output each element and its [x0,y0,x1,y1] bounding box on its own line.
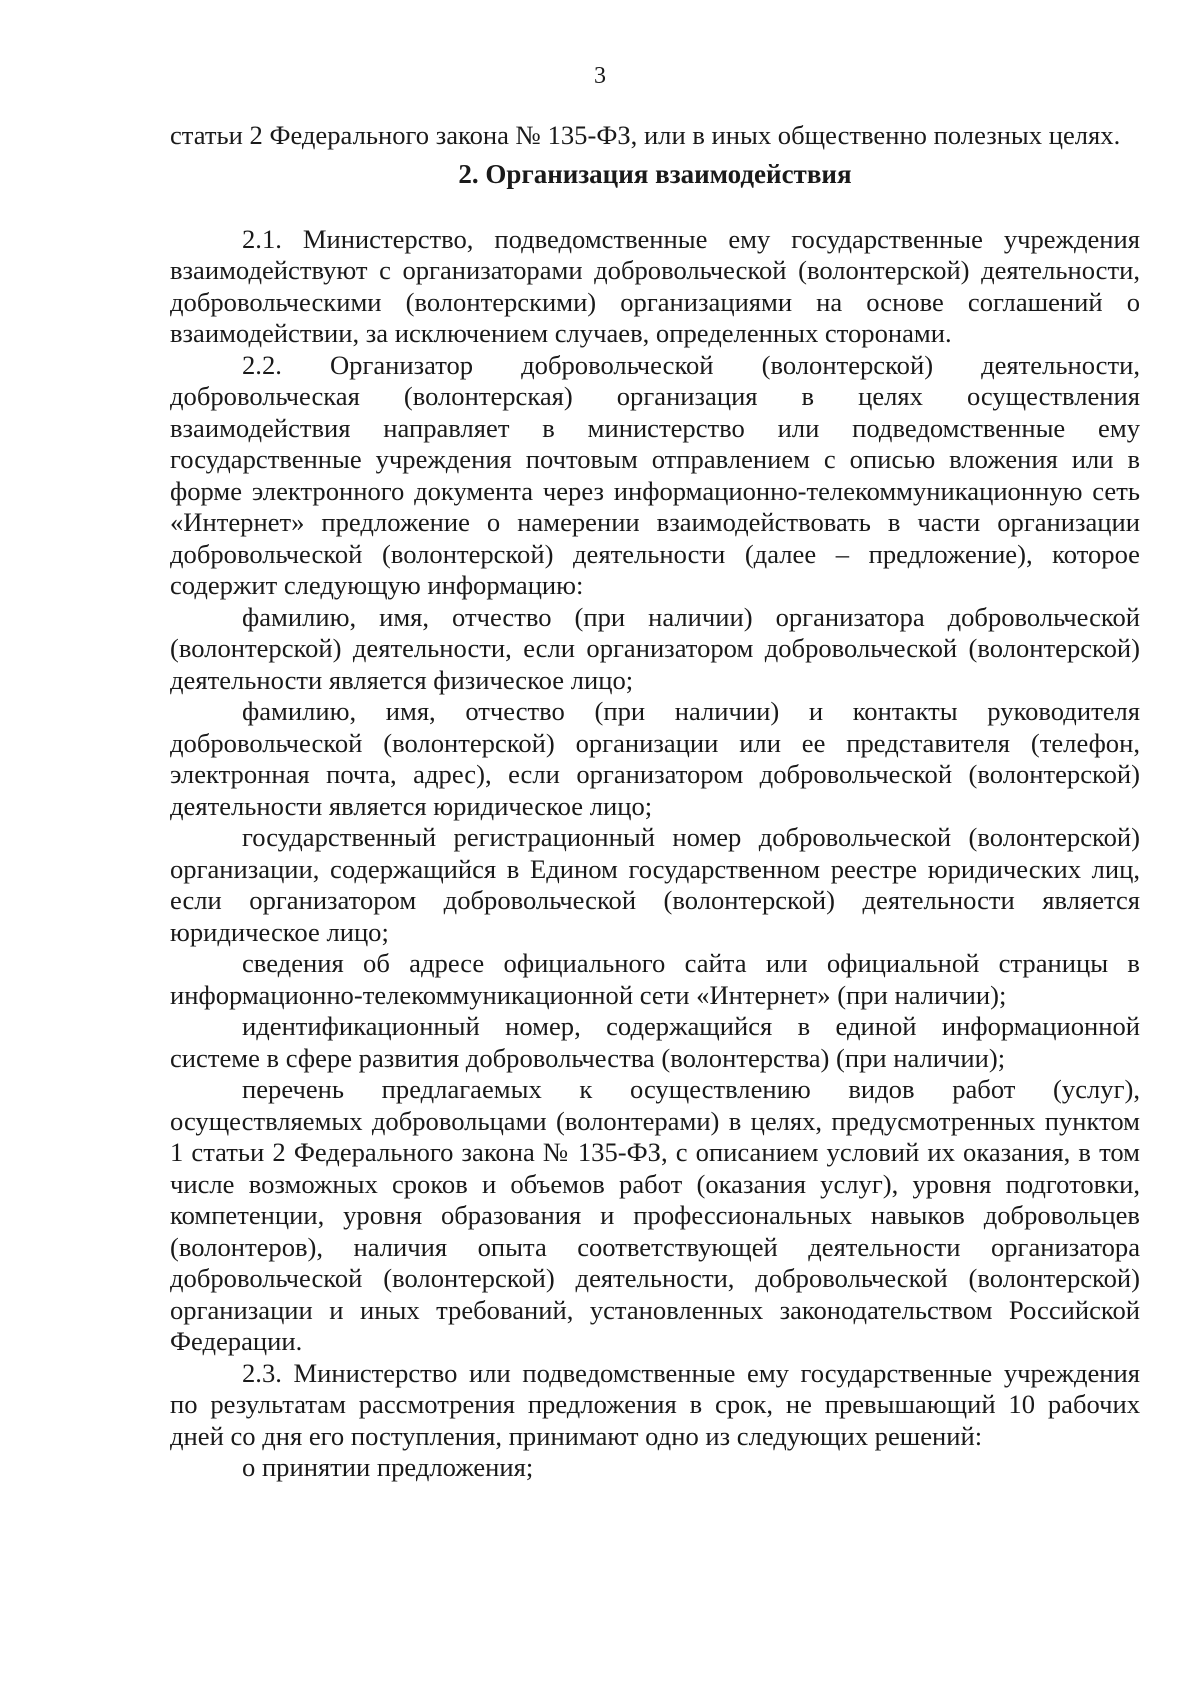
page-number: 3 [594,63,606,89]
list-item-organizer-name: фамилию, имя, отчество (при наличии) организатора добровольческой (волонтерской) деятельности, если организатором добровольческой (волонтерской) деятельности является физическое лицо; [170,601,1140,695]
document-body [170,120,1140,1484]
paragraph-2-2: 2.2. Организатор добровольческой (волонтерской) деятельности, добровольческая (волонтерская) организация в целях осуществления взаимодействия направляет в министерство или подведомственные ему государственные учреждения почтовым отправлением с описью вложения или в форме электронного документа через информационно-телекоммуникационную сеть «Интернет» предложение о намерении взаимодействовать в части организации добровольческой (волонтерской) деятельности (далее – предложение), которое содержит следующую информацию: [170,349,1140,600]
paragraph-2-1: 2.1. Министерство, подведомственные ему государственные учреждения взаимодействуют с организаторами добровольческой (волонтерской) деятельности, добровольческими (волонтерскими) организациями на основе соглашений о взаимодействии, за исключением случаев, определенных сторонами. [170,223,1140,348]
list-item-works-list: перечень предлагаемых к осуществлению видов работ (услуг), осуществляемых добровольцами (волонтерами) в целях, предусмотренных пунктом 1 статьи 2 Федерального закона № 135-ФЗ, с описанием условий их оказания, в том числе возможных сроков и объемов работ (оказания услуг), уровня подготовки, компетенции, уровня образования и профессиональных навыков добровольцев (волонтеров), наличия опыта соответствующей деятельности организатора добровольческой (волонтерской) деятельности, добровольческой (волонтерской) организации и иных требований, установленных законодательством Российской Федерации. [170,1074,1140,1356]
list-item-identification-number: идентификационный номер, содержащийся в единой информационной системе в сфере развития добровольчества (волонтерства) (при наличии); [170,1011,1140,1073]
list-item-website: сведения об адресе официального сайта или официальной страницы в информационно-телекоммуникационной сети «Интернет» (при наличии); [170,948,1140,1010]
list-item-leader-contacts: фамилию, имя, отчество (при наличии) и контакты руководителя добровольческой (волонтерской) организации или ее представителя (телефон, электронная почта, адрес), если организатором добровольческой (волонтерской) деятельности является юридическое лицо; [170,696,1140,821]
list-item-registration-number: государственный регистрационный номер добровольческой (волонтерской) организации, содержащийся в Едином государственном реестре юридических лиц, если организатором добровольческой (волонтерской) деятельности является юридическое лицо; [170,822,1140,947]
section-title: 2. Организация взаимодействия [458,158,852,189]
continuation-paragraph: статьи 2 Федерального закона № 135-ФЗ, или в иных общественно полезных целях. [170,120,1121,150]
paragraph-2-3: 2.3. Министерство или подведомственные ему государственные учреждения по результатам рассмотрения предложения в срок, не превышающий 10 рабочих дней со дня его поступления, принимают одно из следующих решений: [170,1357,1140,1451]
list-item-accept-proposal: о принятии предложения; [242,1452,534,1482]
